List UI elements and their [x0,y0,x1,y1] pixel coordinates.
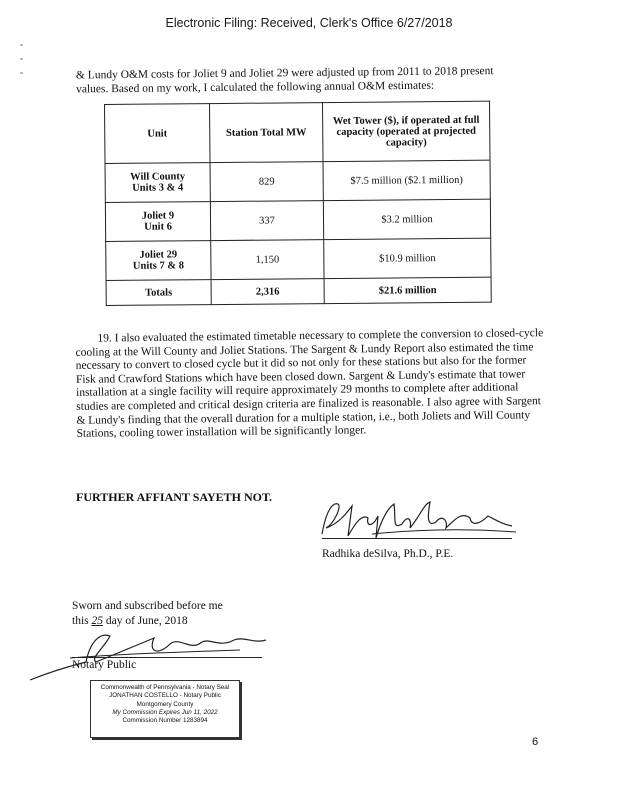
notary-signature-line [72,657,262,658]
unit-cell [105,202,210,242]
seal-line: JONATHAN COSTELLO - Notary Public [109,692,221,700]
header-mw: Station Total MW [210,103,324,163]
filing-stamp-header: Electronic Filing: Received, Clerk's Office 6/27/2018 [165,16,453,30]
unit-numbers: Units 3 & 4 [132,182,184,194]
seal-line: My Commission Expires Jun 11, 2022 [112,708,218,716]
cost-cell: $7.5 million ($2.1 million) [323,160,490,200]
unit-cell [105,163,210,203]
unit-name: Joliet 29 [139,249,178,261]
table-row [105,199,490,241]
paragraph-19-text: 19. I also evaluated the estimated timetable necessary to complete the conversion to closed-cycle cooling at the Will County and Joliet Stations. The Sargent & Lundy Report also estimated the time necessary to convert to closed cycle but it did so not only for these stations but also for the former Fisk and Crawford Stations which have been closed down. Sargent & Lundy's estimate that tower installation at a single facility will require approximately 29 months to complete after additional studies are completed and critical design criteria are finalized is reasonable. I also agree with Sargent & Lundy's finding that the overall duration for a multiple station, i.e., both Joliets and Will County Stations, cooling tower installation will be significantly longer. [75,327,544,441]
notary-seal-stamp [90,680,240,738]
notary-label: Notary Public [72,659,137,671]
sworn-line-1: Sworn and subscribed before me [72,600,223,612]
totals-cost: $21.6 million [324,277,491,303]
unit-numbers: Units 7 & 8 [132,260,184,272]
notary-signature [30,622,270,682]
intro-line: & Lundy O&M costs for Joliet 9 and Joliet 29 were adjusted up from 2011 to 2018 present [75,65,494,82]
paragraph-19 [75,327,544,441]
unit-name: Will County [130,171,186,183]
table-row [105,160,490,202]
mw-cell: 337 [210,201,323,241]
unit-name: Joliet 9 [141,210,175,222]
page-number: 6 [532,736,539,748]
seal-line: Montgomery County [136,700,194,708]
totals-row [106,277,491,305]
handwritten-signature [312,494,522,544]
header-cost: Wet Tower ($), if operated at full capacity (operated at projected capacity) [322,101,490,161]
header-unit: Unit [105,104,211,164]
sworn-day: 25 [91,615,103,627]
signature-line [322,538,512,539]
sworn-date: day of June, 2018 [105,615,188,627]
mw-cell: 1,150 [211,240,324,280]
intro-text [76,64,544,97]
table-row [106,238,491,280]
table-header-row [105,101,491,163]
om-estimates-table [104,101,492,306]
scan-mark [20,58,23,60]
cost-cell: $10.9 million [324,238,491,278]
signature-underline-stroke [372,530,516,534]
unit-cell [106,241,211,281]
mw-cell: 829 [210,162,323,202]
sworn-this: this [72,615,89,627]
signature-stroke [322,502,512,538]
totals-mw: 2,316 [211,279,324,305]
scan-mark [20,44,23,46]
scan-mark [20,72,23,74]
seal-line: Commonwealth of Pennsylvania - Notary Seal [100,684,230,691]
seal-line: Commission Number 1283894 [122,717,208,725]
further-affiant-statement: FURTHER AFFIANT SAYETH NOT. [76,490,273,504]
intro-line: values. Based on my work, I calculated the following annual O&M estimates: [76,79,435,96]
unit-numbers: Unit 6 [144,221,172,233]
totals-label: Totals [106,280,211,306]
cost-cell: $3.2 million [323,199,490,239]
signer-name: Radhika deSilva, Ph.D., P.E. [322,548,454,560]
